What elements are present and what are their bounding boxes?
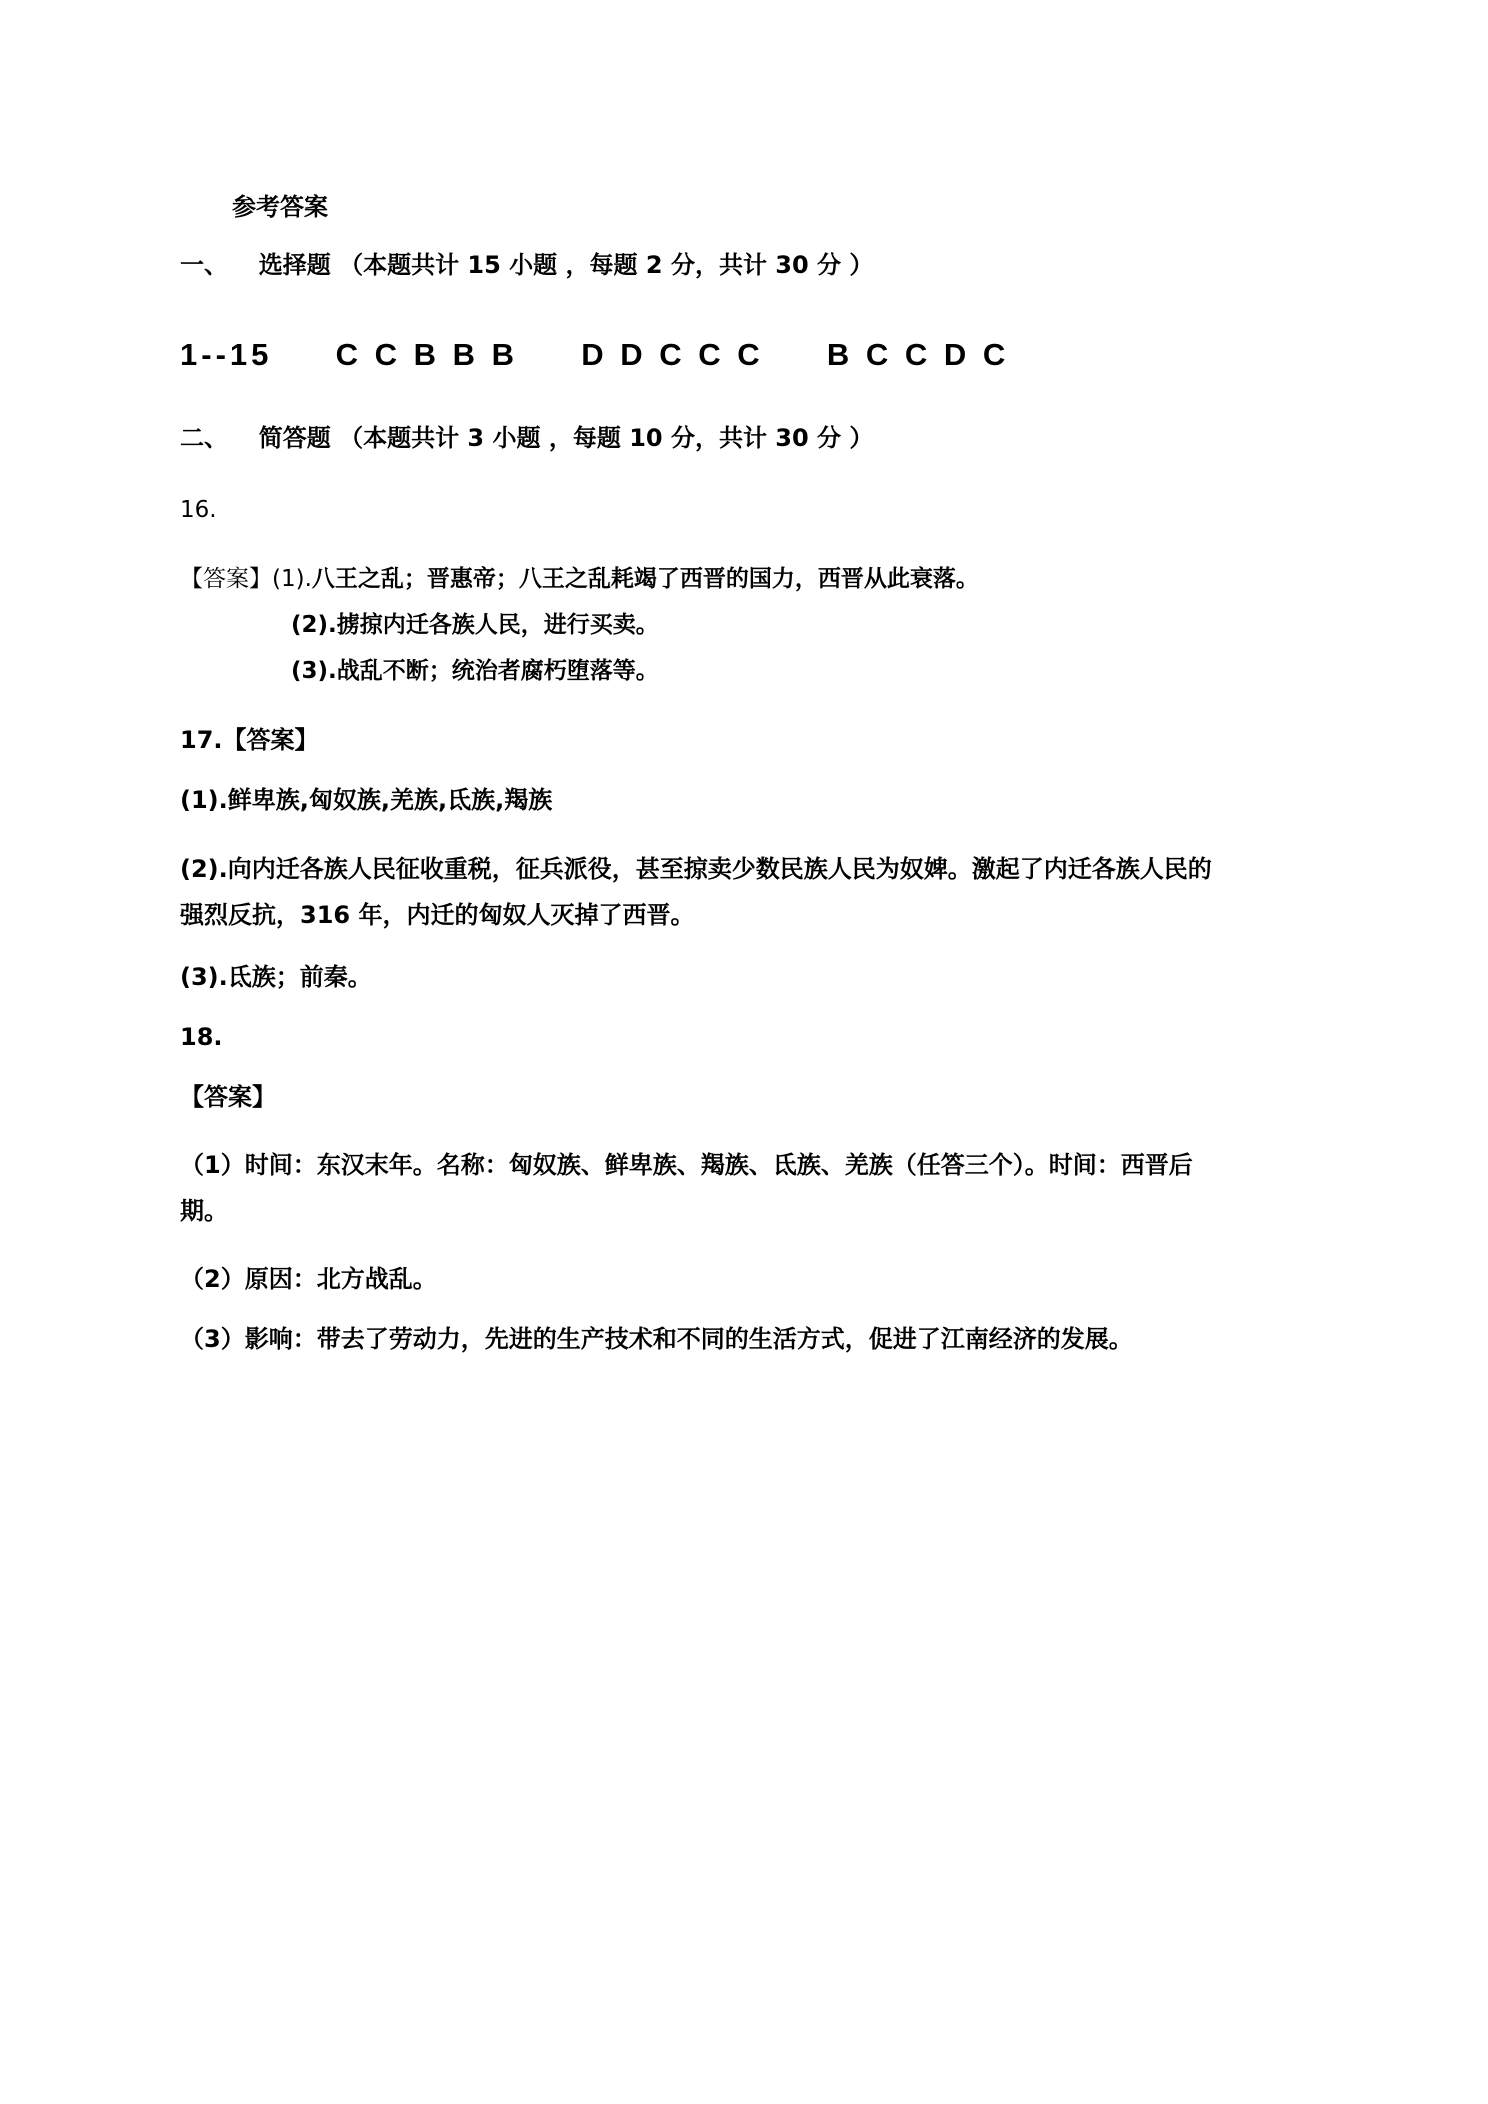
q16-answer-line3: (3).战乱不断；统治者腐朽堕落等。 <box>291 658 659 684</box>
q17-line2a: (2).向内迁各族人民征收重税，征兵派役，甚至掠卖少数民族人民为奴婢。激起了内迁各族人民的 <box>180 855 1212 883</box>
q16-answer-line2: (2).掳掠内迁各族人民，进行买卖。 <box>291 612 659 638</box>
q16-line1-prefix: (1). <box>272 566 312 592</box>
q17-line3: (3).氐族；前秦。 <box>180 963 372 991</box>
q18-line2: （2）原因：北方战乱。 <box>180 1265 437 1293</box>
q16-number: 16. <box>180 497 217 523</box>
q16-answer-line1 <box>180 568 979 591</box>
q17-line1: (1).鲜卑族,匈奴族,羌族,氐族,羯族 <box>180 786 553 814</box>
answers-range: 1--15 <box>180 337 273 372</box>
section2-label: 二、 <box>180 424 228 452</box>
answers-group-1: C C B B B <box>335 337 519 372</box>
doc-title: 参考答案 <box>232 193 328 221</box>
q18-line3: （3）影响：带去了劳动力，先进的生产技术和不同的生活方式，促进了江南经济的发展。 <box>180 1325 1133 1353</box>
section2-text: 简答题 （本题共计 3 小题 ，每题 10 分，共计 30 分 ） <box>258 424 874 452</box>
q18-number: 18. <box>180 1023 223 1051</box>
q17-line2b: 强烈反抗，316 年，内迁的匈奴人灭掉了西晋。 <box>180 901 695 929</box>
section1-text: 选择题 （本题共计 15 小题 ，每题 2 分，共计 30 分 ） <box>258 251 874 279</box>
q18-answer-tag: 【答案】 <box>180 1083 276 1111</box>
section1-heading <box>180 253 873 277</box>
q18-line1b: 期。 <box>180 1197 228 1225</box>
answers-group-2: D D C C C <box>581 337 764 372</box>
q17-header: 17.【答案】 <box>180 726 319 754</box>
section1-label: 一、 <box>180 251 228 279</box>
answers-group-3: B C C D C <box>826 337 1010 372</box>
q16-line1-text: 八王之乱；晋惠帝；八王之乱耗竭了西晋的国力，西晋从此衰落。 <box>311 566 979 592</box>
section2-heading <box>180 426 873 450</box>
q18-line1a: （1）时间：东汉末年。名称：匈奴族、鲜卑族、羯族、氐族、羌族（任答三个）。时间：西晋后 <box>180 1151 1193 1179</box>
section1-answers <box>180 339 1009 370</box>
q16-answer-tag: 【答案】 <box>180 566 272 592</box>
